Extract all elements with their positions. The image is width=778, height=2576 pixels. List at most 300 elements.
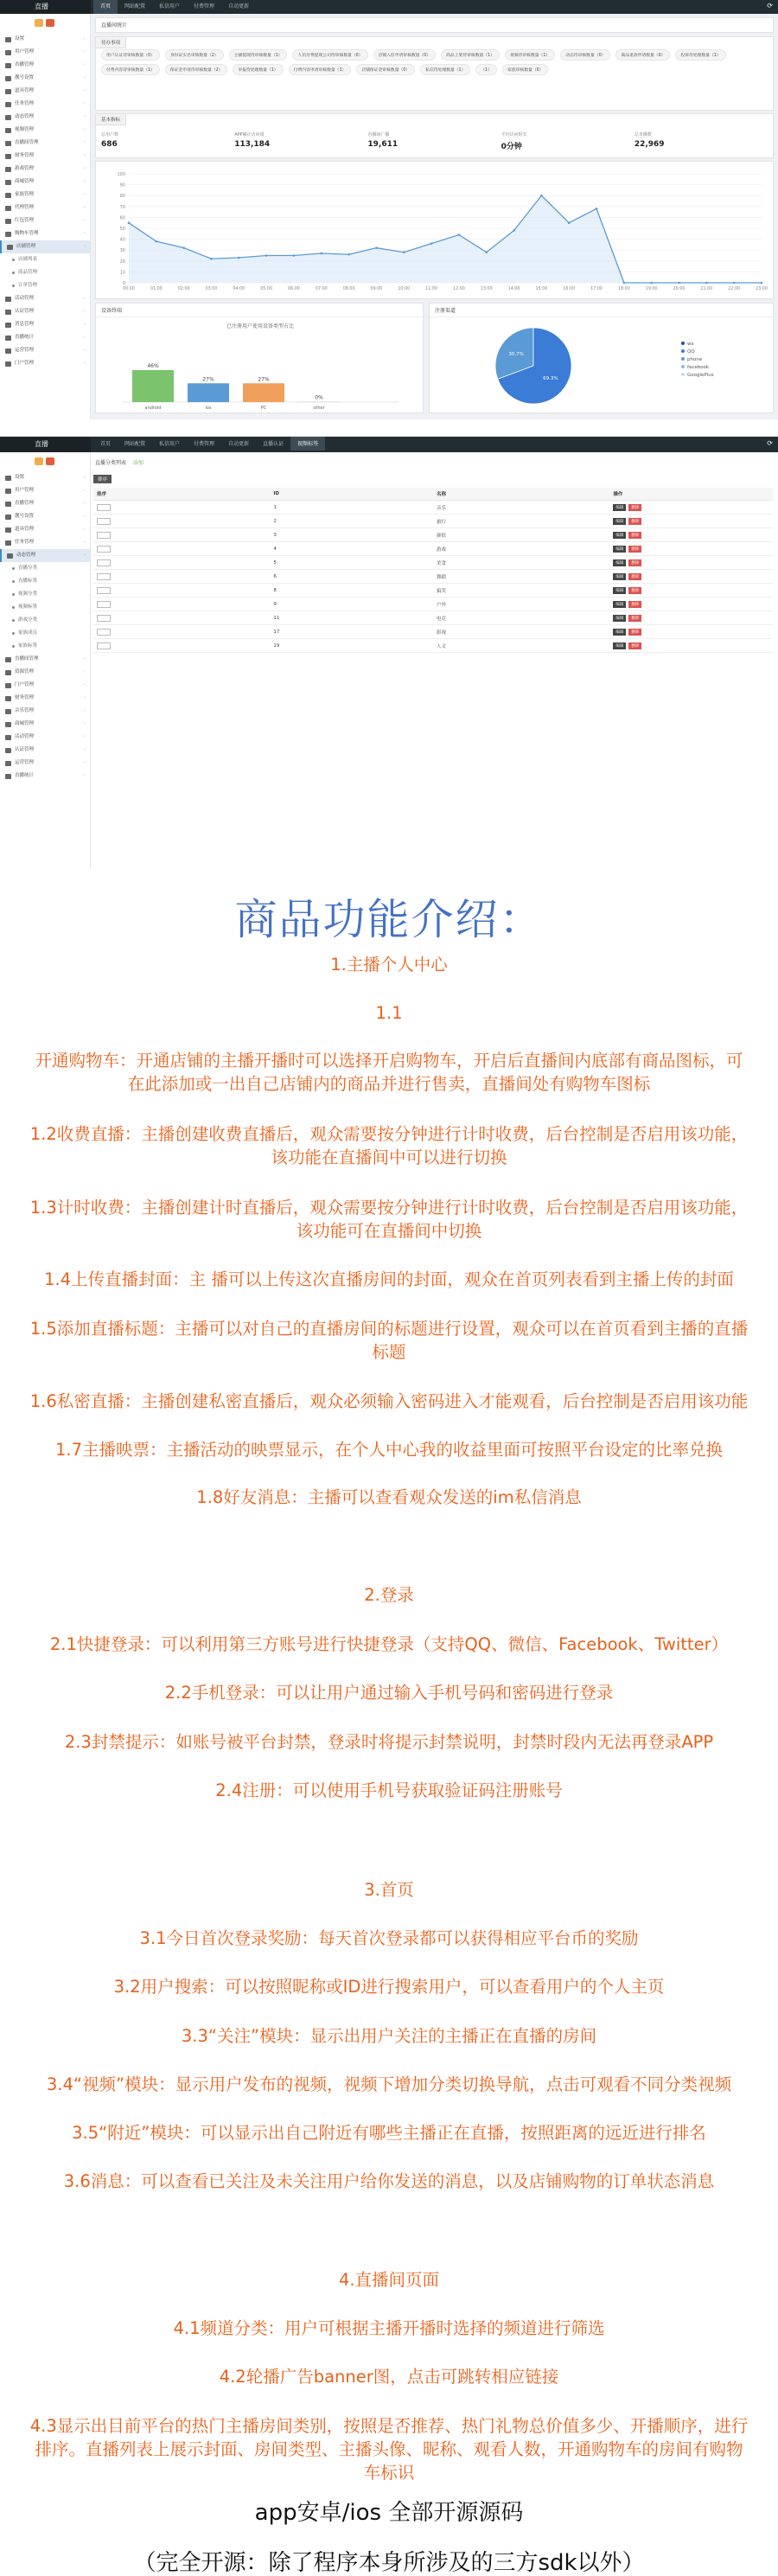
admin-sidebar-item[interactable] xyxy=(0,523,90,536)
intro-line: 1.主播个人中心 xyxy=(330,955,448,975)
sidebar-item-label: 任务管理 xyxy=(15,101,35,106)
bar xyxy=(132,370,174,402)
sidebar-item[interactable] xyxy=(0,137,90,150)
delete-button[interactable]: 删除 xyxy=(628,629,641,636)
pending-chip[interactable]: 视频待审核数量（1） xyxy=(505,49,555,61)
sidebar-item-label: 道具管理 xyxy=(15,88,35,93)
id-cell: 2 xyxy=(270,515,433,528)
name-cell: 电竞 xyxy=(433,611,609,625)
sidebar-item[interactable] xyxy=(0,150,90,163)
trend-point xyxy=(375,246,378,249)
table-row xyxy=(93,639,773,653)
order-input[interactable] xyxy=(97,601,111,608)
admin-nav-tab[interactable]: 首页 xyxy=(100,441,112,447)
menu-icon xyxy=(5,154,11,159)
trend-point xyxy=(540,195,543,197)
admin-sidebar-item[interactable] xyxy=(0,601,90,614)
chevron-icon: ‹ xyxy=(83,734,86,739)
chevron-icon: ‹ xyxy=(83,179,86,184)
admin-nav-tab[interactable]: 自动更新 xyxy=(228,441,250,447)
admin-sidebar-item[interactable] xyxy=(0,627,90,640)
menu-icon xyxy=(5,515,11,520)
delete-button[interactable]: 删除 xyxy=(628,518,641,525)
admin-sidebar-item[interactable] xyxy=(0,588,90,601)
admin-sidebar-item[interactable] xyxy=(0,640,90,653)
order-cell xyxy=(93,598,270,611)
pie-label: 30.7% xyxy=(508,352,524,358)
pending-chip[interactable]: 身份证实名审核数量（2） xyxy=(165,49,224,61)
stat-label: 总用户数 xyxy=(101,132,119,137)
edit-button[interactable]: 编辑 xyxy=(613,642,626,649)
pending-chip[interactable]: 投诉待处理数量（1） xyxy=(675,49,725,61)
admin-sidebar-item[interactable] xyxy=(0,562,90,575)
menu-icon xyxy=(5,683,11,688)
intro-line: 1.3计时收费：主播创建计时直播后，观众需要按分钟进行计时收费，后台控制是否启用该功能， xyxy=(29,1198,749,1218)
pending-chip[interactable]: 举报待处理数量（1） xyxy=(233,64,283,75)
trend-point xyxy=(348,253,350,256)
admin-nav-tab[interactable]: 视频标签 xyxy=(290,437,325,451)
admin-sidebar-item[interactable] xyxy=(0,536,90,549)
chevron-icon: ‹ xyxy=(83,501,86,506)
pending-chip[interactable]: 用户认证待审核数量（0） xyxy=(101,49,160,61)
legend-dot xyxy=(681,365,685,368)
sidebar-item-label: 运营管理 xyxy=(15,348,35,353)
actions-cell xyxy=(609,639,773,653)
admin-sidebar-item[interactable] xyxy=(0,705,90,718)
sidebar-item[interactable] xyxy=(0,344,90,357)
edit-button[interactable]: 编辑 xyxy=(613,532,626,539)
dot-icon xyxy=(12,580,15,583)
admin-sidebar-item[interactable] xyxy=(0,614,90,627)
admin-screenshot xyxy=(0,436,778,868)
table-body xyxy=(93,501,773,653)
sidebar-item[interactable] xyxy=(0,98,90,111)
name-cell: 搞笑 xyxy=(433,584,609,598)
admin-sidebar-label: 设置 xyxy=(15,475,25,480)
admin-sidebar-item[interactable] xyxy=(0,484,90,497)
chevron-icon: ‹ xyxy=(83,361,86,366)
chevron-icon: ‹ xyxy=(83,514,86,519)
nav-tab[interactable]: 私信用户 xyxy=(159,3,181,10)
trend-point xyxy=(733,282,736,284)
x-tick-label: 11:00 xyxy=(425,287,438,291)
chevron-icon: ‹ xyxy=(83,695,86,700)
sidebar-item-label: 购物车管理 xyxy=(15,231,39,236)
admin-sidebar-item[interactable] xyxy=(0,549,90,562)
admin-sidebar-item[interactable] xyxy=(0,679,90,692)
table-row xyxy=(93,542,773,556)
admin-sidebar-label: 音乐管理 xyxy=(15,708,35,713)
sidebar-item[interactable] xyxy=(0,59,90,72)
admin-sidebar-item[interactable] xyxy=(0,718,90,731)
sidebar-item-label: 家族管理 xyxy=(15,192,35,197)
name-cell: 舞蹈 xyxy=(433,570,609,584)
column-header: ID xyxy=(270,488,433,501)
intro-line: 1.5添加直播标题：主播可以对自己的直播房间的标题进行设置，观众可以在首页看到主播的直播 xyxy=(29,1319,749,1339)
x-tick-label: 00:00 xyxy=(123,287,135,291)
sidebar-item[interactable] xyxy=(0,176,90,189)
admin-alert-icon[interactable] xyxy=(46,457,54,465)
chevron-icon: ‹ xyxy=(83,309,86,314)
dot-icon xyxy=(12,567,15,570)
admin-tabs xyxy=(93,456,773,468)
nav-tab[interactable]: 付费管理 xyxy=(194,3,215,10)
order-input[interactable] xyxy=(97,546,111,553)
bar-category-label: other xyxy=(313,406,325,411)
legend-label[interactable]: phone xyxy=(687,357,703,362)
edit-button[interactable]: 编辑 xyxy=(613,573,626,580)
admin-sidebar-label: 直播管理 xyxy=(15,501,35,506)
menu-icon xyxy=(5,76,11,81)
order-input[interactable] xyxy=(97,615,111,622)
admin-main xyxy=(93,456,773,866)
chevron-icon: ‹ xyxy=(83,335,86,340)
chevron-icon: ‹ xyxy=(83,49,86,54)
order-cell xyxy=(93,501,270,515)
sidebar-item[interactable] xyxy=(0,85,90,98)
pending-chip[interactable]: 付费内容待审核数量（1） xyxy=(101,64,160,75)
delete-button[interactable]: 删除 xyxy=(628,642,641,649)
intro-line: 2.3封禁提示：如账号被平台封禁，登录时将提示封禁说明，封禁时段内无法再登录APP xyxy=(64,1732,714,1752)
sidebar-item-label: 活动管理 xyxy=(15,296,35,301)
intro-line: 该功能可在直播间中切换 xyxy=(296,1221,482,1241)
intro-line: 2.登录 xyxy=(364,1585,414,1605)
sidebar-item[interactable] xyxy=(0,214,90,227)
tab-add[interactable]: 添加 xyxy=(133,459,144,466)
x-tick-label: 18:00 xyxy=(617,287,630,291)
sidebar-item-label: 直播统计 xyxy=(15,335,35,340)
y-tick-label: 10 xyxy=(119,270,125,276)
legend-label[interactable]: wx xyxy=(687,342,694,347)
intro-line: 2.1快捷登录：可以利用第三方账号进行快捷登录（支持QQ、微信、Facebook、Twitter） xyxy=(49,1634,729,1654)
sidebar-item[interactable] xyxy=(0,124,90,137)
edit-button[interactable]: 编辑 xyxy=(613,559,626,566)
sidebar-item-label: 门户管理 xyxy=(15,361,35,366)
actions-cell xyxy=(609,611,773,625)
order-input[interactable] xyxy=(97,559,111,566)
actions-cell xyxy=(609,598,773,611)
trend-point xyxy=(458,233,461,236)
stat-card xyxy=(367,131,501,151)
bar-category-label: android xyxy=(144,406,162,411)
edit-button[interactable]: 编辑 xyxy=(613,546,626,553)
footer-open-source: app安卓/ios 全部开源源码 xyxy=(254,2500,524,2526)
menu-icon xyxy=(5,748,11,753)
stat-card xyxy=(501,131,635,151)
edit-button[interactable]: 编辑 xyxy=(613,629,626,636)
nav-tab[interactable]: 自动更新 xyxy=(228,3,250,10)
x-tick-label: 22:00 xyxy=(728,287,741,291)
actions-cell xyxy=(609,515,773,528)
pending-chip[interactable]: 店铺保证金审核数量（0） xyxy=(356,64,415,75)
trend-point xyxy=(761,282,763,284)
admin-nav-tab[interactable]: 网站配置 xyxy=(124,441,146,447)
trend-point xyxy=(403,251,405,253)
order-cell xyxy=(93,528,270,542)
menu-icon xyxy=(5,89,11,94)
intro-line: 3.1今日首次登录奖励：每天首次登录都可以获得相应平台币的奖励 xyxy=(139,1928,639,1948)
menu-icon xyxy=(5,297,11,302)
name-cell: 旅行 xyxy=(433,515,609,528)
stat-value: 0分钟 xyxy=(501,143,522,151)
y-tick-label: 100 xyxy=(117,172,125,177)
admin-sidebar-item[interactable] xyxy=(0,471,90,484)
edit-button[interactable]: 编辑 xyxy=(613,601,626,608)
menu-icon xyxy=(5,37,11,42)
order-input[interactable] xyxy=(97,642,111,649)
trend-point xyxy=(650,282,653,284)
trend-point xyxy=(485,251,488,253)
sidebar-item[interactable] xyxy=(0,201,90,214)
menu-icon xyxy=(5,206,11,211)
legend-label[interactable]: QQ xyxy=(687,349,695,355)
stat-value: 19,611 xyxy=(367,140,399,149)
admin-sidebar-label: 任务管理 xyxy=(15,540,35,545)
order-input[interactable] xyxy=(97,532,111,539)
admin-sidebar-label: 直播标签 xyxy=(18,578,38,584)
sidebar-item[interactable] xyxy=(0,318,90,331)
admin-sidebar-item[interactable] xyxy=(0,497,90,510)
menu-icon xyxy=(5,50,11,55)
id-cell: 19 xyxy=(270,639,433,653)
pie-label: 69.3% xyxy=(543,375,558,381)
menu-icon xyxy=(5,489,11,494)
y-tick-label: 50 xyxy=(119,227,125,232)
intro-line: 3.2用户搜索：可以按照昵称或ID进行搜索用户，可以查看用户的个人主页 xyxy=(113,1977,665,1997)
delete-button[interactable]: 删除 xyxy=(628,504,641,511)
pending-chip[interactable]: 商品上架待审核数量（1） xyxy=(441,49,500,61)
trend-point xyxy=(265,254,268,257)
admin-sidebar-badges xyxy=(0,452,90,471)
intro-line: 1.7主播映票：主播活动的映票显示，在个人中心我的收益里面可按照平台设定的比率兑换 xyxy=(54,1440,723,1460)
admin-sidebar-item[interactable] xyxy=(0,510,90,523)
pending-chip[interactable]: 动态待审核数量（0） xyxy=(560,49,610,61)
pending-chip[interactable]: 店铺入驻申请审核数量（0） xyxy=(373,49,437,61)
sidebar-item[interactable] xyxy=(0,189,90,201)
trend-point xyxy=(320,252,322,255)
actions-cell xyxy=(609,528,773,542)
delete-button[interactable]: 删除 xyxy=(628,587,641,594)
admin-sidebar-label: 家族标签 xyxy=(18,643,38,649)
chevron-icon: ‹ xyxy=(83,244,86,249)
order-input[interactable] xyxy=(97,573,111,580)
nav-tab[interactable]: 网站配置 xyxy=(124,3,146,10)
menu-icon xyxy=(5,128,11,133)
intro-line: 2.2手机登录：可以让用户通过输入手机号码和密码进行登录 xyxy=(164,1683,614,1703)
edit-button[interactable]: 编辑 xyxy=(613,615,626,622)
sidebar-item[interactable] xyxy=(0,46,90,59)
y-tick-label: 60 xyxy=(119,215,125,221)
sidebar-item[interactable] xyxy=(0,163,90,176)
menu-icon xyxy=(5,476,11,481)
nav-tabs xyxy=(93,0,256,14)
intro-line: 1.4上传直播封面：主 播可以上传这次直播房间的封面，观众在首页列表看到主播上传的封面 xyxy=(44,1269,734,1289)
admin-sidebar-item[interactable] xyxy=(0,744,90,757)
order-input[interactable] xyxy=(97,504,111,511)
pending-chip[interactable]: 保证金申请待审核数量（2） xyxy=(165,64,228,75)
id-cell: 1 xyxy=(270,501,433,515)
admin-sidebar-label: 动态管理 xyxy=(16,553,36,558)
pending-title: 待办事项 xyxy=(96,37,126,48)
order-cell xyxy=(93,556,270,570)
dot-icon xyxy=(12,259,15,261)
x-tick-label: 16:00 xyxy=(563,287,576,291)
sidebar-item-label: 设置 xyxy=(15,36,25,42)
order-cell xyxy=(93,639,270,653)
y-tick-label: 30 xyxy=(119,248,125,254)
admin-sidebar-item[interactable] xyxy=(0,731,90,744)
admin-refresh-icon[interactable]: ⟳ xyxy=(767,439,773,447)
bar xyxy=(243,383,284,402)
pending-chip[interactable]: 付费内容申请审核数量（1） xyxy=(289,64,352,75)
legend-dot xyxy=(681,349,685,353)
sidebar-item[interactable] xyxy=(0,331,90,344)
sidebar-item[interactable] xyxy=(0,227,90,240)
alert-badge-icon[interactable] xyxy=(46,19,54,27)
x-tick-label: 03:00 xyxy=(205,287,218,291)
panel-title: 直播间统计 xyxy=(101,22,128,29)
table-row xyxy=(93,611,773,625)
x-tick-label: 14:00 xyxy=(507,287,520,291)
delete-button[interactable]: 删除 xyxy=(628,532,641,539)
edit-button[interactable]: 编辑 xyxy=(613,587,626,594)
admin-sidebar-item[interactable] xyxy=(0,692,90,705)
sort-button[interactable]: 排序 xyxy=(93,475,112,483)
x-tick-label: 19:00 xyxy=(645,287,658,291)
sidebar-item[interactable] xyxy=(0,111,90,124)
x-tick-label: 21:00 xyxy=(700,287,713,291)
name-cell: 颜值 xyxy=(433,528,609,542)
stat-value: 686 xyxy=(101,140,118,149)
tab-category-list[interactable]: 直播分类列表 xyxy=(95,459,127,466)
admin-brand-logo: 直播 xyxy=(0,437,91,452)
pending-chip[interactable]: （1） xyxy=(475,64,497,75)
menu-icon xyxy=(5,348,11,354)
sidebar-item-label: 消息管理 xyxy=(15,322,35,327)
sidebar-item-label: 直播间管理 xyxy=(15,140,39,145)
dot-icon xyxy=(12,619,15,622)
menu-icon xyxy=(5,102,11,107)
admin-sidebar-item[interactable] xyxy=(0,666,90,679)
admin-nav-tab[interactable]: 付费管理 xyxy=(194,441,215,447)
menu-icon xyxy=(5,540,11,546)
legend-label[interactable]: GooglePlus xyxy=(687,373,714,378)
sidebar-item[interactable] xyxy=(0,357,90,370)
bar-chart-title: 已注册用户使用设备类型占比 xyxy=(226,323,295,329)
order-input[interactable] xyxy=(97,587,111,594)
chevron-icon: ‹ xyxy=(83,114,86,119)
dashboard-screenshot xyxy=(0,0,778,419)
legend-dot xyxy=(681,373,685,376)
trend-point xyxy=(128,221,131,224)
sidebar-item[interactable] xyxy=(0,305,90,318)
admin-nav-tab[interactable]: 私信用户 xyxy=(159,441,181,447)
sidebar-subitem[interactable] xyxy=(0,266,90,279)
id-cell: 17 xyxy=(270,625,433,639)
bar xyxy=(298,402,340,403)
notification-badge-icon[interactable] xyxy=(35,19,43,27)
delete-button[interactable]: 删除 xyxy=(628,573,641,580)
sidebar-item[interactable] xyxy=(0,292,90,305)
order-input[interactable] xyxy=(97,629,111,636)
intro-line: 4.2轮播广告banner图，点击可跳转相应链接 xyxy=(219,2367,559,2387)
name-cell: 美食 xyxy=(433,556,609,570)
dot-icon xyxy=(12,632,15,635)
admin-nav-tab[interactable]: 直播认证 xyxy=(263,441,284,447)
sidebar-item[interactable] xyxy=(0,33,90,46)
x-tick-label: 13:00 xyxy=(480,287,493,291)
admin-sidebar-label: 直播间管理 xyxy=(15,656,39,662)
pending-chip[interactable]: 家族审核数量（0） xyxy=(502,64,548,75)
actions-cell xyxy=(609,570,773,584)
table-row xyxy=(93,584,773,598)
trend-point xyxy=(596,208,598,210)
delete-button[interactable]: 删除 xyxy=(628,559,641,566)
device-panel xyxy=(95,303,424,413)
name-cell: 人文 xyxy=(433,639,609,653)
sidebar-item-label: 代理管理 xyxy=(15,205,35,210)
delete-button[interactable]: 删除 xyxy=(628,601,641,608)
pending-chip[interactable]: 商品退款申请数量（0） xyxy=(615,49,670,61)
sidebar-subitem[interactable] xyxy=(0,279,90,292)
pending-chip[interactable]: 人员付费提现公司待审核数量（0） xyxy=(292,49,367,61)
chevron-icon: ‹ xyxy=(83,62,86,67)
admin-sidebar-item[interactable] xyxy=(0,770,90,783)
stat-card xyxy=(234,131,367,151)
sidebar-item[interactable] xyxy=(0,240,90,253)
pending-chip[interactable]: 私信待处理数量（1） xyxy=(420,64,470,75)
menu-icon xyxy=(5,336,11,341)
refresh-icon[interactable]: ⟳ xyxy=(767,2,773,10)
nav-tab[interactable]: 首页 xyxy=(93,0,118,14)
trend-point xyxy=(705,282,708,284)
menu-icon xyxy=(5,361,11,367)
order-input[interactable] xyxy=(97,518,111,525)
delete-button[interactable]: 删除 xyxy=(628,546,641,553)
chevron-icon: ‹ xyxy=(83,540,86,545)
admin-sidebar xyxy=(0,452,91,868)
table-row xyxy=(93,598,773,611)
sidebar-item[interactable] xyxy=(0,72,90,85)
footer-note: （完全开源：除了程序本身所涉及的三方sdk以外） xyxy=(133,2550,645,2576)
admin-sidebar-item[interactable] xyxy=(0,575,90,588)
dot-icon xyxy=(12,645,15,648)
admin-sidebar-item[interactable] xyxy=(0,757,90,770)
stat-card xyxy=(101,131,234,151)
menu-icon xyxy=(5,722,11,727)
id-cell: 9 xyxy=(270,598,433,611)
menu-icon xyxy=(5,735,11,740)
chevron-icon: ‹ xyxy=(83,101,86,106)
column-header: 名称 xyxy=(433,488,609,501)
admin-notification-icon[interactable] xyxy=(35,457,43,465)
top-nav xyxy=(0,0,778,14)
sidebar-subitem[interactable] xyxy=(0,253,90,266)
table-row xyxy=(93,501,773,515)
chevron-icon: ‹ xyxy=(83,760,86,765)
sidebar-menu xyxy=(0,33,90,370)
device-bar-chart xyxy=(96,317,424,414)
edit-button[interactable]: 编辑 xyxy=(613,504,626,511)
intro-line: 在此添加或一出自己店铺内的商品并进行售卖，直播间处有购物车图标 xyxy=(127,1074,651,1094)
pending-chip[interactable]: 主播提现待审核数量（1） xyxy=(229,49,288,61)
legend-label[interactable]: facebook xyxy=(687,365,710,370)
delete-button[interactable]: 删除 xyxy=(628,615,641,622)
intro-line: 2.4注册：可以使用手机号获取验证码注册账号 xyxy=(215,1780,563,1800)
admin-sidebar-item[interactable] xyxy=(0,653,90,666)
edit-button[interactable]: 编辑 xyxy=(613,518,626,525)
x-tick-label: 06:00 xyxy=(288,287,300,291)
